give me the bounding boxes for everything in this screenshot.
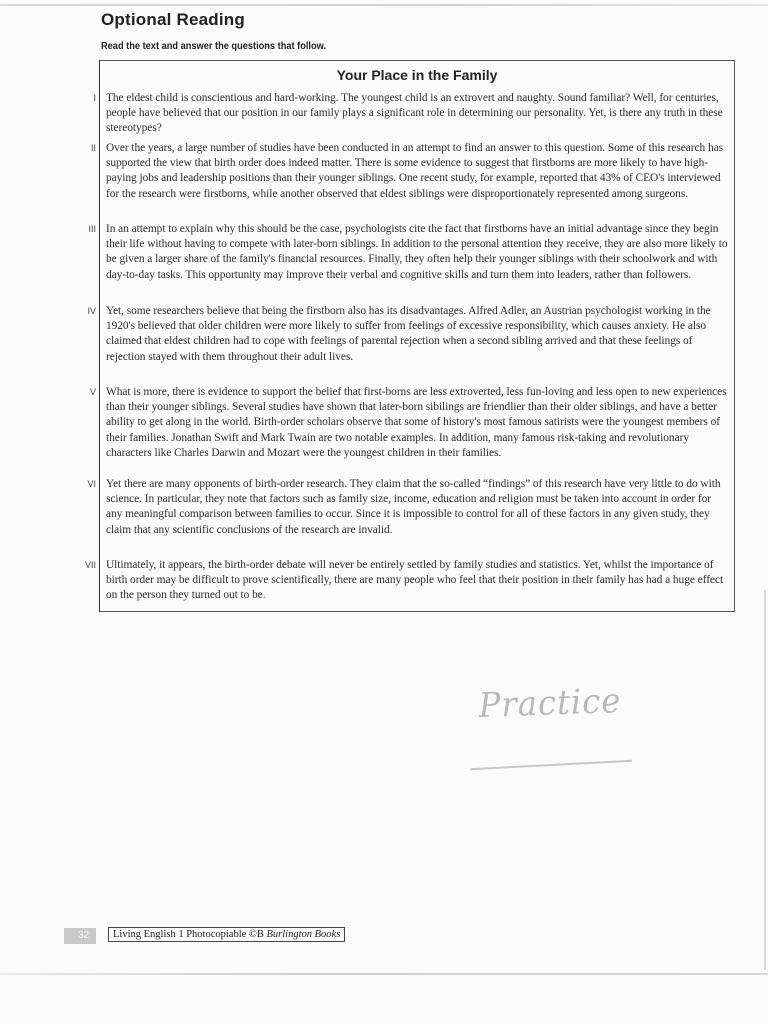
paragraph: Over the years, a large number of studies have been conducted in an attempt to find an answer to this question. Some of this research has supported the view that birth order does indeed matter. There is some evidence to suggest that firstborns are more likely to have high-paying jobs and leadership positions than their younger siblings. One recent study, for example, reported that 43% of CEO's interviewed for the research were firstborns, while another observed that eldest siblings were disproportionately represented among surgeons. bbox=[106, 142, 724, 200]
paragraph: Yet, some researchers believe that being the firstborn also has its disadvantages. Alfred Adler, an Austrian psychologist working in the 1920's believed that older children were more likely to suffer from feelings of excessive responsibility, which causes anxiety. He also claimed that eldest children had to cope with feelings of parental rejection when a second sibling arrived and that these feelings of rejection stayed with them throughout their adult lives. bbox=[106, 305, 711, 363]
paragraph: Ultimately, it appears, the birth-order debate will never be entirely settled by family studies and statistics. Yet, whilst the importance of birth order may be difficult to prove scientifically, there are many people who feel that their position in their family has had a huge effect on the person they turned out to be. bbox=[106, 559, 724, 602]
paragraph-numeral: III bbox=[88, 224, 96, 234]
credit-text: Living English 1 Photocopiable ©B bbox=[113, 929, 264, 940]
publisher-name: Burlington Books bbox=[266, 929, 341, 940]
handwritten-underline bbox=[470, 760, 632, 770]
reading-title: Your Place in the Family bbox=[336, 67, 498, 83]
page-edge bbox=[0, 4, 768, 6]
paragraph: The eldest child is conscientious and hard-working. The youngest child is an extrovert and naughty. Sound familiar? Well, for centuries, people have believed that our position in our family plays a significant role in determining our personality. Yet, is there any truth in these stereotypes? bbox=[106, 92, 723, 135]
paragraph: In an attempt to explain why this should be the case, psychologists cite the fact that firstborns have an initial advantage since they begin their life without having to compete with later-born siblings. In addition to the personal attention they receive, they are also more likely to be given a larger share of the family's financial resources. Finally, they often help their younger siblings with their schoolwork and with day-to-day tasks. This opportunity may improve their verbal and cognitive skills and turn them into leaders, rather than followers. bbox=[106, 223, 728, 281]
section-title: Optional Reading bbox=[101, 10, 245, 29]
page-edge bbox=[0, 973, 768, 975]
paragraph-numeral: VII bbox=[84, 560, 96, 570]
paragraph-numeral: VI bbox=[87, 479, 96, 489]
paragraph: Yet there are many opponents of birth-order research. They claim that the so-called “findings” of this research have very little to do with science. In particular, they note that factors such as family size, income, education and religion must be taken into account in order for any meaningful comparison between families to occur. Since it is impossible to control for all of these factors in any given study, they claim that any scientific conclusions of the research are invalid. bbox=[106, 478, 721, 536]
paragraph-numeral: V bbox=[89, 387, 96, 397]
paragraph-numeral: II bbox=[90, 143, 96, 153]
handwritten-note: Practice bbox=[478, 681, 622, 726]
instructions: Read the text and answer the questions that follow. bbox=[101, 40, 327, 52]
paragraph-numeral: IV bbox=[87, 306, 96, 316]
page-edge bbox=[764, 590, 766, 970]
footer-credit bbox=[108, 927, 345, 942]
paragraph-numeral: I bbox=[93, 93, 96, 103]
paragraph: What is more, there is evidence to support the belief that first-borns are less extroverted, less fun-loving and less open to new experiences than their younger siblings. Several studies have shown that later-born sibilings are friendlier than their older siblings, and have a better ability to get along in the world. Birth-order scholars observe that some of history's most famous satirists were the youngest members of their families. Jonathan Swift and Mark Twain are two notable examples. In addition, many famous risk-taking and revolutionary characters like Charles Darwin and Mozart were the youngest children in their families. bbox=[106, 386, 727, 459]
page-number: 32 bbox=[78, 930, 90, 941]
